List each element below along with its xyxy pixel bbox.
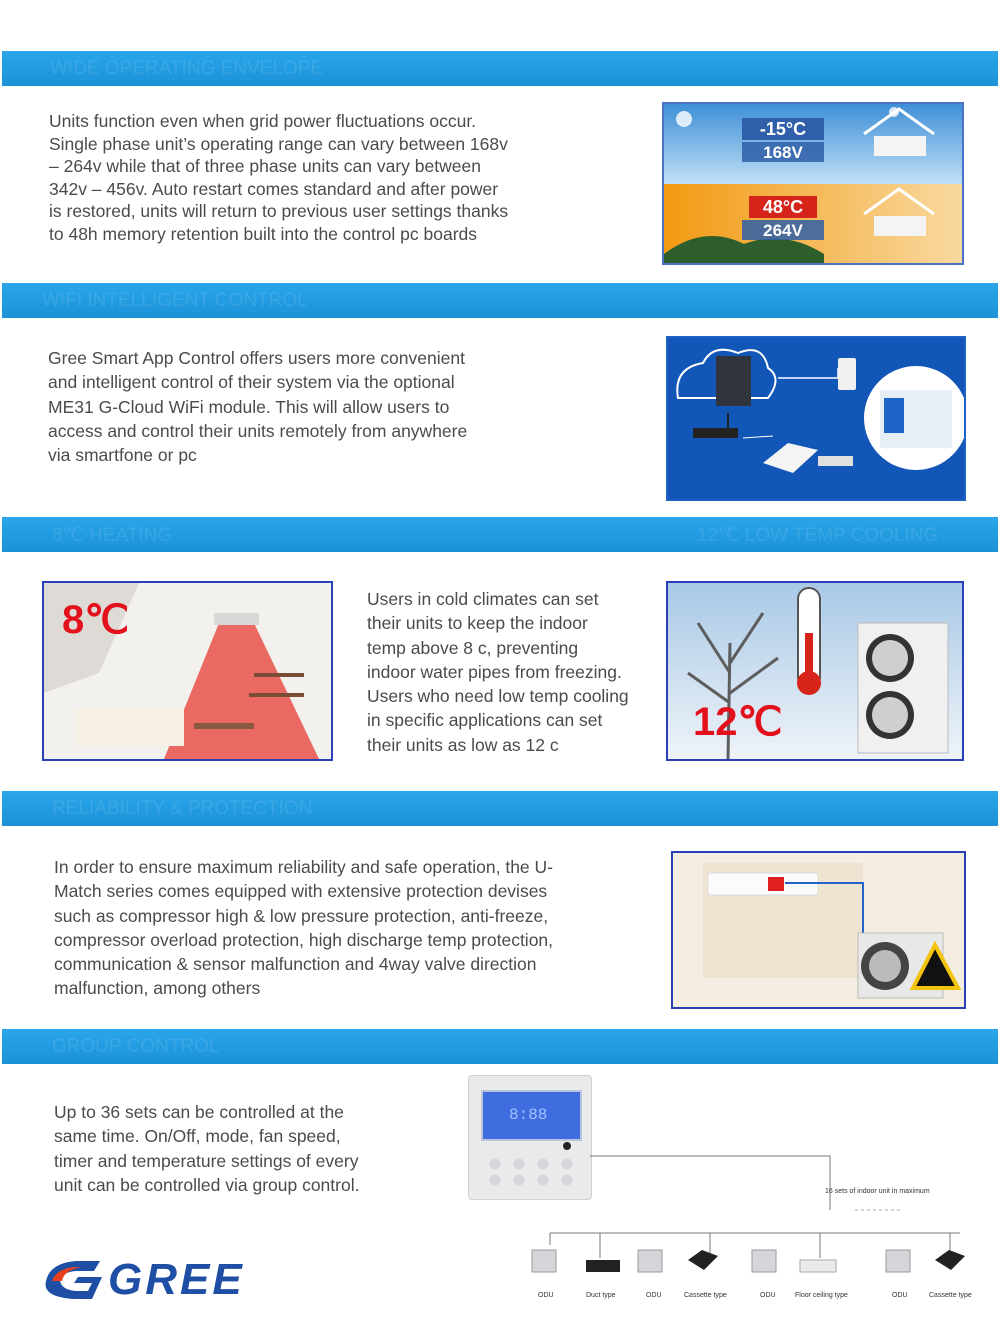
protection-illustration <box>673 853 964 1007</box>
unit-label: ODU <box>892 1292 908 1299</box>
text-line: Users in cold climates can set <box>367 589 599 609</box>
power-button-icon <box>563 1142 571 1150</box>
hot-temp-label: 48°C <box>762 197 804 217</box>
gree-logo-mark-icon <box>38 1257 102 1303</box>
reliability-paragraph <box>54 855 595 1001</box>
operating-envelope-image <box>662 102 964 265</box>
text-line: – 264v while that of three phase units can vary between <box>49 156 481 176</box>
gree-logo <box>38 1255 288 1305</box>
cool-temp-label: 12℃ <box>693 700 783 744</box>
controller-screen <box>481 1090 582 1141</box>
section-band-reliability <box>2 791 998 826</box>
section-title: GROUP CONTROL <box>52 1036 220 1057</box>
text-line: is restored, units will return to previous user settings thanks <box>49 201 509 221</box>
text-line: Match series comes equipped with extensive protection devises <box>54 881 548 902</box>
text-line: compressor overload protection, high discharge temp protection, <box>54 929 554 950</box>
heat-temp-label: 8℃ <box>62 598 130 642</box>
unit-label: Cassette type <box>929 1292 972 1299</box>
text-line: their units to keep the indoor <box>367 613 588 634</box>
section-band-wifi <box>2 283 998 318</box>
diagram-note: 16 sets of indoor unit in maximum <box>825 1188 930 1195</box>
text-line: Units function even when grid power fluctuations occur. <box>49 111 477 131</box>
cold-temp-label: -15°C <box>759 119 807 139</box>
unit-label: Cassette type <box>684 1292 727 1299</box>
text-line: Single phase unit’s operating range can vary between 168v <box>49 133 508 154</box>
unit-label: Duct type <box>586 1292 616 1299</box>
text-line: malfunction, among others <box>54 978 261 999</box>
text-line: Gree Smart App Control offers users more convenient <box>48 348 465 368</box>
unit-label: ODU <box>538 1292 554 1299</box>
section-band-heating <box>2 517 998 552</box>
text-line: unit can be controlled via group control. <box>54 1174 360 1195</box>
text-line: access and control their units remotely from anywhere <box>48 420 468 441</box>
group-wiring-diagram <box>520 1150 990 1290</box>
text-line: timer and temperature settings of every <box>54 1150 359 1171</box>
text-line: their units as low as 12 c <box>367 734 559 755</box>
high-volt-label: 264V <box>763 221 803 240</box>
protection-image <box>671 851 966 1009</box>
section-title: WIFI INTELLIGENT CONTROL <box>42 290 308 311</box>
wifi-control-image <box>666 336 966 501</box>
heating-image <box>42 581 333 761</box>
unit-label: ODU <box>646 1292 662 1299</box>
text-line: and intelligent control of their system via the optional <box>48 372 455 393</box>
unit-label: Floor ceiling type <box>795 1292 848 1299</box>
text-line: temp above 8 c, preventing <box>367 637 579 658</box>
text-line: In order to ensure maximum reliability and safe operation, the U- <box>54 857 553 877</box>
unit-label: ODU <box>760 1292 776 1299</box>
text-line: such as compressor high & low pressure protection, anti-freeze, <box>54 905 549 926</box>
section-band-wide <box>2 51 998 86</box>
section-band-group <box>2 1029 998 1064</box>
wifi-paragraph <box>48 346 518 467</box>
wifi-illustration <box>668 338 964 499</box>
section-title-heating: 8℃ HEATING <box>52 525 173 546</box>
text-line: via smartfone or pc <box>48 445 197 466</box>
wide-paragraph <box>49 110 549 245</box>
cooling-image <box>666 581 964 761</box>
text-line: Users who need low temp cooling <box>367 686 629 707</box>
low-volt-label: 168V <box>763 143 803 162</box>
heating-paragraph <box>367 587 657 757</box>
text-line: 342v – 456v. Auto restart comes standard and after power <box>49 178 499 199</box>
text-line: communication & sensor malfunction and 4way valve direction <box>54 954 537 975</box>
text-line: in specific applications can set <box>367 710 603 731</box>
text-line: indoor water pipes from freezing. <box>367 661 622 682</box>
gree-logo-text: GREE <box>108 1255 245 1304</box>
text-line: same time. On/Off, mode, fan speed, <box>54 1126 341 1147</box>
text-line: Up to 36 sets can be controlled at the <box>54 1102 344 1122</box>
section-title: WIDE OPERATING ENVELOPE <box>50 58 324 79</box>
envelope-illustration <box>664 104 962 263</box>
controller-display: 8:88 <box>509 1106 548 1124</box>
section-title: RELIABILITY & PROTECTION <box>52 798 313 819</box>
section-title-cooling: 12℃ LOW TEMP COOLING <box>697 525 939 546</box>
text-line: ME31 G-Cloud WiFi module. This will allow users to <box>48 396 450 417</box>
group-paragraph <box>54 1100 395 1197</box>
cooling-illustration <box>668 583 962 759</box>
text-line: to 48h memory retention built into the control pc boards <box>49 223 478 244</box>
heating-illustration <box>44 583 331 759</box>
